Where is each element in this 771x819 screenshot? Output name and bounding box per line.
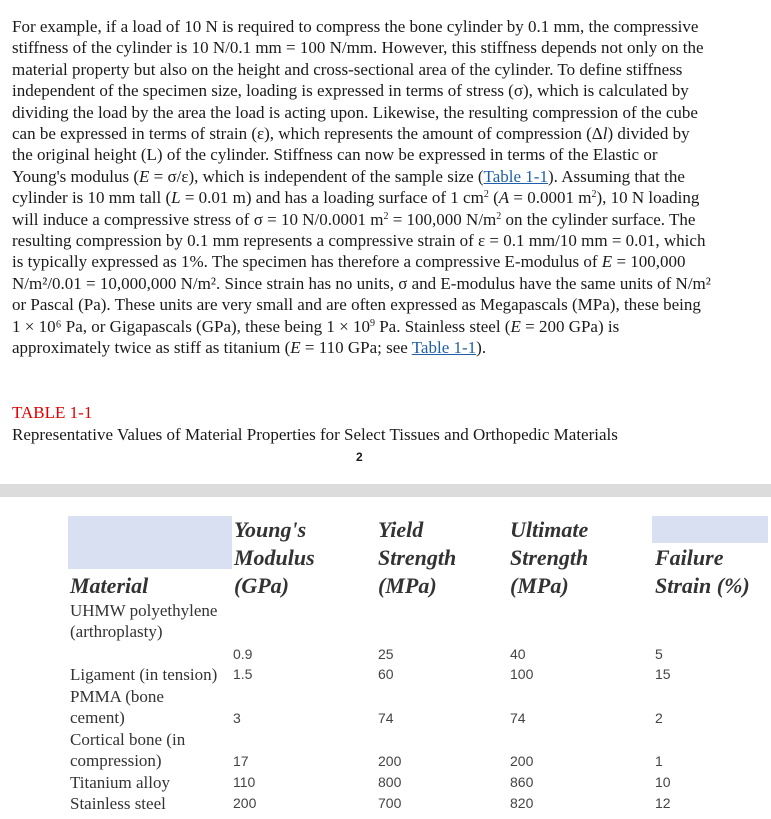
header-cell-background — [68, 516, 232, 569]
table-cell-failure: 1 — [655, 753, 663, 769]
paragraph-text: = 0.01 m) and has a loading surface of 1 cm — [180, 188, 484, 208]
paragraph-text: ) divided by the original height (L) of the cylinder. Stiffness can now be expressed in terms of the Elastic or Young's modulus ( — [12, 124, 690, 186]
superscript: 9 — [369, 317, 375, 329]
header-line: Modulus — [234, 545, 315, 570]
paragraph-text: = 0.0001 m — [509, 188, 592, 208]
header-line: Yield — [378, 517, 424, 542]
superscript: 2 — [591, 189, 597, 201]
table-cell-material: Titanium alloy — [70, 773, 170, 792]
paragraph-variable: E — [138, 166, 150, 186]
header-line: Strength — [510, 545, 589, 570]
table-cell-ultimate: 100 — [510, 666, 534, 682]
table-cell-material: Cortical bone (in compression) — [70, 730, 186, 771]
paragraph-text: ). Assuming that the cylinder is 10 mm tall ( — [12, 166, 685, 208]
table-cell-ultimate: 860 — [510, 774, 534, 790]
header-line: Strain (%) — [655, 573, 750, 598]
superscript: 2 — [483, 189, 489, 201]
paragraph-variable: E — [510, 316, 521, 336]
paragraph-text: = 200 GPa) is approximately twice as stiff as titanium ( — [12, 316, 620, 358]
table-cell-youngs: 0.9 — [233, 646, 253, 662]
page-number: 2 — [356, 450, 363, 464]
header-youngs-modulus — [234, 516, 315, 600]
header-failure-strain — [655, 544, 750, 600]
paragraph-variable: E — [290, 338, 301, 358]
table-cell-ultimate: 74 — [510, 710, 526, 726]
table-reference-link[interactable]: Table 1-1 — [483, 166, 548, 186]
table-cell-youngs: 200 — [233, 795, 257, 811]
paragraph-text: = 100,000 N/m²/0.01 = 10,000,000 N/m². Since strain has no units, σ and E-modulus have the same units of N/m² or Pascal (Pa). These units are very small and are often expressed as Megapascals (MPa), these being 1 × 10⁶ Pa, or Gigapascals (GPa), these being 1 × 10 — [12, 252, 711, 336]
table-cell-failure: 2 — [655, 710, 663, 726]
paragraph-text: ), 10 N loading will induce a compressive stress of σ = 10 N/0.0001 m — [12, 188, 700, 229]
paragraph-variable: l — [602, 124, 608, 144]
table-cell-yield: 200 — [378, 753, 402, 769]
body-paragraph — [12, 16, 712, 359]
header-ultimate-strength — [510, 516, 588, 600]
table-cell-ultimate: 200 — [510, 753, 534, 769]
superscript: 2 — [383, 210, 389, 222]
paragraph-variable: L — [171, 188, 181, 208]
table-cell-failure: 10 — [655, 774, 671, 790]
paragraph-variable: A — [498, 188, 510, 208]
table-label: TABLE 1-1 — [12, 403, 93, 422]
superscript: 2 — [496, 210, 502, 222]
paragraph-text: = 100,000 N/m — [388, 209, 497, 229]
table-cell-ultimate: 820 — [510, 795, 534, 811]
material-properties-table — [0, 497, 771, 819]
table-cell-ultimate: 40 — [510, 646, 526, 662]
table-reference-link[interactable]: Table 1-1 — [411, 338, 477, 358]
header-line: (GPa) — [234, 573, 289, 598]
paragraph-text: ( — [488, 188, 499, 208]
table-cell-yield: 74 — [378, 710, 394, 726]
header-line: (MPa) — [510, 573, 569, 598]
paragraph-text: Pa. Stainless steel ( — [374, 316, 511, 336]
table-cell-failure: 15 — [655, 666, 671, 682]
paragraph-variable: E — [601, 252, 613, 272]
table-cell-failure: 5 — [655, 646, 663, 662]
table-cell-failure: 12 — [655, 795, 671, 811]
table-cell-yield: 700 — [378, 795, 402, 811]
header-yield-strength — [378, 516, 456, 600]
paragraph-text: = σ/ε), which is independent of the sample size ( — [149, 166, 484, 186]
table-cell-yield: 25 — [378, 646, 394, 662]
page-divider — [0, 484, 771, 497]
table-cell-youngs: 17 — [233, 753, 249, 769]
header-line: Strength — [378, 545, 457, 570]
header-cell-background — [652, 516, 768, 543]
header-line: Young's — [234, 517, 307, 542]
paragraph-text: For example, if a load of 10 N is required to compress the bone cylinder by 0.1 mm, the compressive stiffness of the cylinder is 10 N/0.1 mm = 100 N/mm. However, this stiffness depends not only on the material property but also on the height and cross-sectional area of the cylinder. To define stiffness independent of the specimen size, loading is expressed in terms of stress (σ), which is calculated by dividing the load by the area the load is acting upon. Likewise, the resulting compression of the cube can be expressed in terms of strain (ε), which represents the amount of compression (Δ — [12, 17, 704, 144]
table-cell-material: UHMW polyethylene (arthroplasty) — [70, 601, 218, 642]
header-line: (MPa) — [378, 573, 437, 598]
paragraph-text: ). — [476, 338, 487, 358]
header-line: Ultimate — [510, 517, 589, 542]
paragraph-text: = 110 GPa; see — [300, 338, 412, 358]
table-cell-youngs: 110 — [233, 774, 256, 790]
header-line: Failure — [655, 545, 724, 570]
table-cell-material: PMMA (bone cement) — [70, 687, 164, 728]
table-cell-material: Ligament (in tension) — [70, 665, 218, 684]
paragraph-text: on the cylinder surface. The resulting compression by 0.1 mm represents a compressive strain of ε = 0.1 mm/10 mm = 0.01, which is typically expressed as 1%. The specimen has therefore a compressive E-modulus of — [12, 209, 706, 272]
table-cell-material: Stainless steel — [70, 794, 166, 813]
table-caption: Representative Values of Material Properties for Select Tissues and Orthopedic Materials — [12, 425, 618, 444]
header-material: Material — [70, 573, 149, 598]
table-cell-youngs: 1.5 — [233, 666, 253, 682]
table-cell-yield: 800 — [378, 774, 402, 790]
table-cell-youngs: 3 — [233, 710, 241, 726]
table-cell-yield: 60 — [378, 666, 394, 682]
